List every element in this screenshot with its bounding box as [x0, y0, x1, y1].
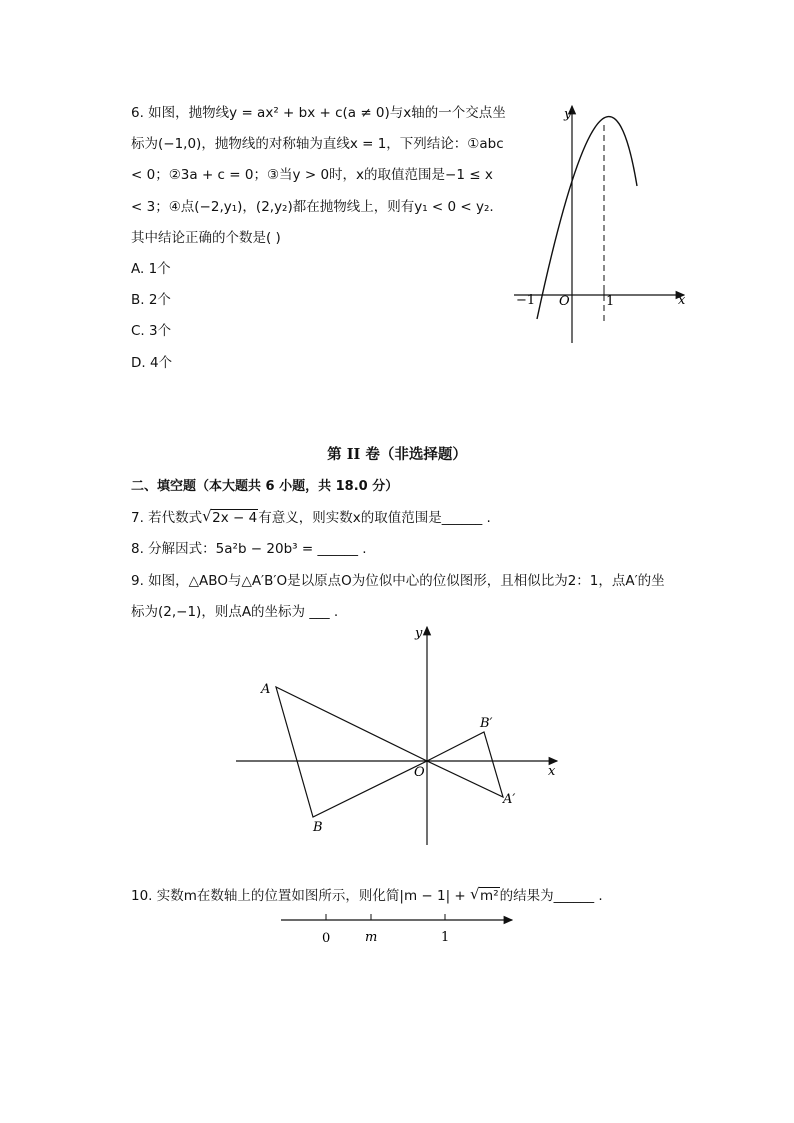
- q6-line-2: 标为(−1,0)，抛物线的对称轴为直线x = 1，下列结论：①abc: [131, 136, 504, 152]
- label-m: m: [365, 930, 378, 945]
- q10-post: 的结果为______ .: [499, 888, 603, 904]
- q9-point-b-prime-label: B′: [480, 716, 493, 731]
- q9-point-b-label: B: [313, 820, 323, 835]
- q9-y-label: y: [415, 626, 423, 641]
- q9-x-label: x: [548, 764, 556, 779]
- sqrt-icon: √: [202, 507, 212, 525]
- q6-line-5: 其中结论正确的个数是( ): [131, 230, 281, 246]
- q10-pre: 10. 实数m在数轴上的位置如图所示，则化简|m − 1| +: [131, 888, 471, 904]
- q7-radicand: 2x − 4: [212, 510, 258, 526]
- q7-post: 有意义，则实数x的取值范围是______ .: [258, 510, 491, 526]
- q6-option-b: B. 2个: [131, 292, 171, 308]
- q6-y-label: y: [564, 107, 572, 122]
- q6-neg1-label: −1: [516, 293, 536, 308]
- q6-x-label: x: [678, 293, 686, 308]
- q8-text: 8. 分解因式：5a²b − 20b³ = ______ .: [131, 541, 367, 557]
- q6-option-d: D. 4个: [131, 355, 173, 371]
- q9-point-a-prime-label: A′: [503, 792, 516, 807]
- q6-line-1: 6. 如图，抛物线y = ax² + bx + c(a ≠ 0)与x轴的一个交点坐: [131, 105, 506, 121]
- q6-origin-label: O: [559, 294, 570, 309]
- label-zero: 0: [322, 931, 331, 946]
- q9-line-2: 标为(2,−1)，则点A的坐标为 ___ .: [131, 604, 339, 620]
- q6-line-3: < 0；②3a + c = 0；③当y > 0时，x的取值范围是−1 ≤ x: [131, 167, 493, 183]
- q7-pre: 7. 若代数式: [131, 510, 203, 526]
- sqrt-icon: √: [470, 885, 480, 903]
- label-one: 1: [441, 930, 450, 945]
- q6-one-label: 1: [606, 294, 615, 309]
- fill-section-header: 二、填空题（本大题共 6 小题，共 18.0 分）: [131, 479, 399, 494]
- q9-origin-label: O: [414, 765, 425, 780]
- q6-option-a: A. 1个: [131, 261, 171, 277]
- section-title: 第 II 卷（非选择题）: [327, 446, 467, 463]
- q6-line-4: < 3；④点(−2,y₁)，(2,y₂)都在抛物线上，则有y₁ < 0 < y₂.: [131, 199, 494, 215]
- q9-point-a-label: A: [261, 682, 271, 697]
- q9-line-1: 9. 如图，△ABO与△A′B′O是以原点O为位似中心的位似图形，且相似比为2：1，点A′的坐: [131, 573, 665, 589]
- q6-option-c: C. 3个: [131, 323, 172, 339]
- q10-radicand: m²: [480, 888, 499, 904]
